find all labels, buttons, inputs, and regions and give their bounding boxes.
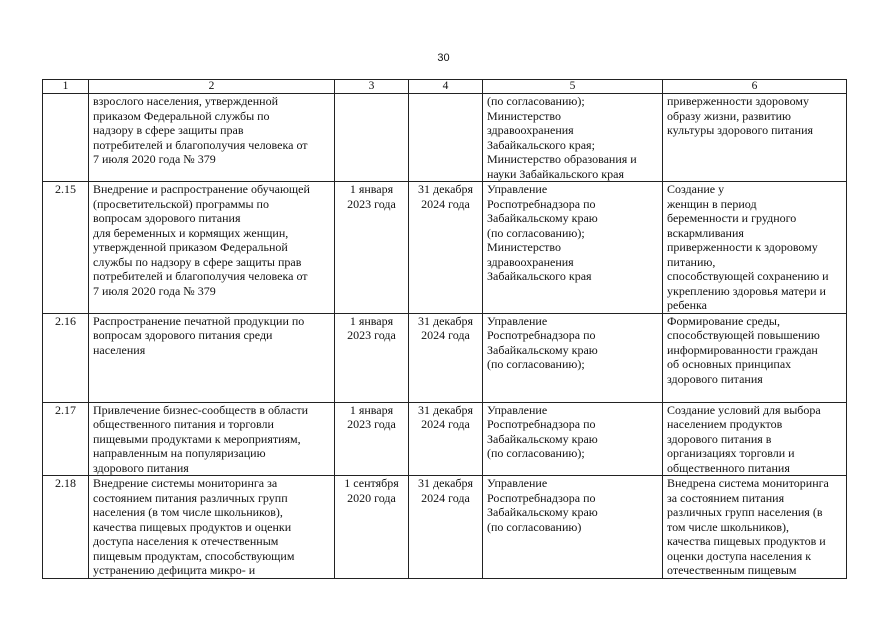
start-date-cell xyxy=(335,94,409,182)
end-date-cell: 31 декабря 2024 года xyxy=(409,402,483,476)
result-cell: Формирование среды, способствующей повышению информированности граждан об основных принципах здорового питания xyxy=(663,313,847,402)
table-row xyxy=(43,476,847,579)
end-date-cell xyxy=(409,94,483,182)
executor-cell: (по согласованию); Министерство здравоохранения Забайкальского края; Министерство образования и науки Забайкальского края xyxy=(483,94,663,182)
header-col-1: 1 xyxy=(43,80,89,94)
end-date-cell: 31 декабря 2024 года xyxy=(409,313,483,402)
activity-cell: Внедрение системы мониторинга за состоянием питания различных групп населения (в том числе школьников), качества пищевых продуктов и оценки доступа населения к отечественным пищевым продуктам, способствующим устранению дефицита микро- и xyxy=(89,476,335,579)
row-number: 2.16 xyxy=(43,313,89,402)
executor-cell: Управление Роспотребнадзора по Забайкальскому краю (по согласованию); xyxy=(483,402,663,476)
table-row xyxy=(43,182,847,314)
start-date-cell: 1 сентября 2020 года xyxy=(335,476,409,579)
header-row xyxy=(43,80,847,94)
end-date-cell: 31 декабря 2024 года xyxy=(409,476,483,579)
header-col-5: 5 xyxy=(483,80,663,94)
start-date-cell: 1 января 2023 года xyxy=(335,182,409,314)
end-date-cell: 31 декабря 2024 года xyxy=(409,182,483,314)
row-number: 2.18 xyxy=(43,476,89,579)
row-number xyxy=(43,94,89,182)
result-cell: Создание у женщин в период беременности и грудного вскармливания приверженности к здоровому питанию, способствующей сохранению и укреплению здоровья матери и ребенка xyxy=(663,182,847,314)
start-date-cell: 1 января 2023 года xyxy=(335,313,409,402)
result-cell: Создание условий для выбора населением продуктов здорового питания в организациях торговли и общественного питания xyxy=(663,402,847,476)
header-col-4: 4 xyxy=(409,80,483,94)
activity-cell: Распространение печатной продукции по вопросам здорового питания среди населения xyxy=(89,313,335,402)
result-cell: Внедрена система мониторинга за состоянием питания различных групп населения (в том числе школьников), качества пищевых продуктов и оценки доступа населения к отечественным пищевым xyxy=(663,476,847,579)
activity-cell: взрослого населения, утвержденной приказом Федеральной службы по надзору в сфере защиты прав потребителей и благополучия человека от 7 июля 2020 года № 379 xyxy=(89,94,335,182)
activity-cell: Внедрение и распространение обучающей (просветительской) программы по вопросам здорового питания для беременных и кормящих женщин, утвержденной приказом Федеральной службы по надзору в сфере защиты прав потребителей и благополучия человека от 7 июля 2020 года № 379 xyxy=(89,182,335,314)
page-number: 30 xyxy=(437,52,450,64)
plan-table xyxy=(42,79,847,579)
header-col-2: 2 xyxy=(89,80,335,94)
header-col-6: 6 xyxy=(663,80,847,94)
table-row xyxy=(43,313,847,402)
executor-cell: Управление Роспотребнадзора по Забайкальскому краю (по согласованию); xyxy=(483,313,663,402)
start-date-cell: 1 января 2023 года xyxy=(335,402,409,476)
executor-cell: Управление Роспотребнадзора по Забайкальскому краю (по согласованию) xyxy=(483,476,663,579)
row-number: 2.15 xyxy=(43,182,89,314)
executor-cell: Управление Роспотребнадзора по Забайкальскому краю (по согласованию); Министерство здравоохранения Забайкальского края xyxy=(483,182,663,314)
table-row xyxy=(43,402,847,476)
row-number: 2.17 xyxy=(43,402,89,476)
table-row xyxy=(43,94,847,182)
header-col-3: 3 xyxy=(335,80,409,94)
result-cell: приверженности здоровому образу жизни, развитию культуры здорового питания xyxy=(663,94,847,182)
activity-cell: Привлечение бизнес-сообществ в области общественного питания и торговли пищевыми продуктами к мероприятиям, направленным на популяризацию здорового питания xyxy=(89,402,335,476)
